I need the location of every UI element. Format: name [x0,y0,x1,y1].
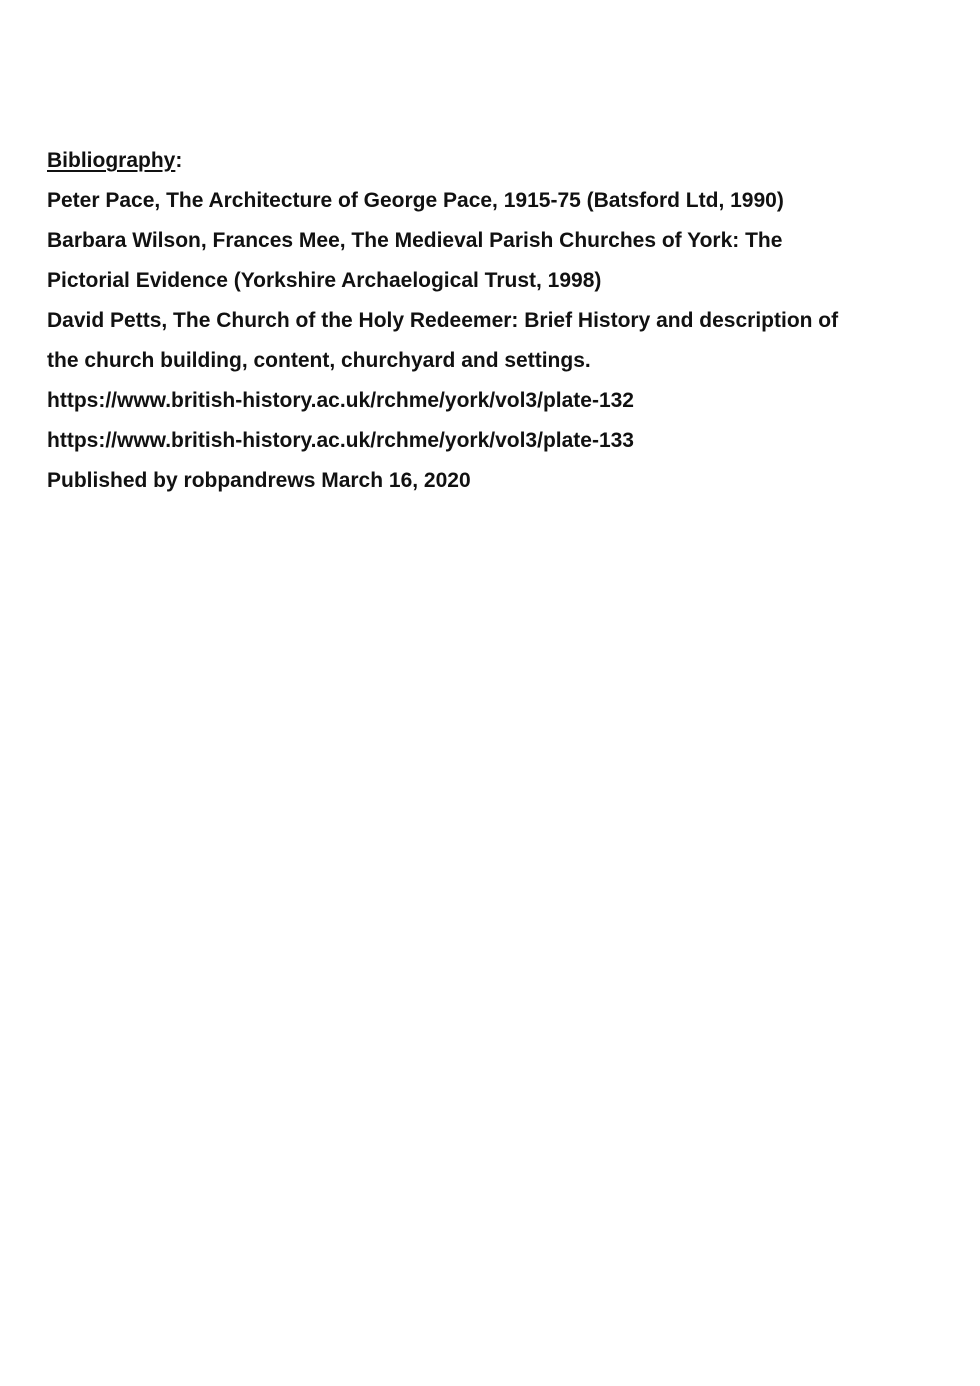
bibliography-entry-wilson-mee-line2: Pictorial Evidence (Yorkshire Archaelogical Trust, 1998) [47,269,602,292]
bibliography-entry-pace: Peter Pace, The Architecture of George Pace, 1915-75 (Batsford Ltd, 1990) [47,189,784,212]
bibliography-entry-petts-line2: the church building, content, churchyard and settings. [47,349,591,372]
bibliography-entry-petts-line1: David Petts, The Church of the Holy Redeemer: Brief History and description of [47,309,839,332]
heading-colon: : [175,149,183,172]
bibliography-heading: Bibliography [47,149,176,172]
bibliography-heading-line [47,141,947,181]
bibliography-section [47,141,947,501]
bibliography-link-plate-132: https://www.british-history.ac.uk/rchme/york/vol3/plate-132 [47,389,634,412]
bibliography-entry-wilson-mee-line1: Barbara Wilson, Frances Mee, The Medieval Parish Churches of York: The [47,229,783,252]
bibliography-link-plate-133: https://www.british-history.ac.uk/rchme/york/vol3/plate-133 [47,429,634,452]
published-byline: Published by robpandrews March 16, 2020 [47,469,471,492]
